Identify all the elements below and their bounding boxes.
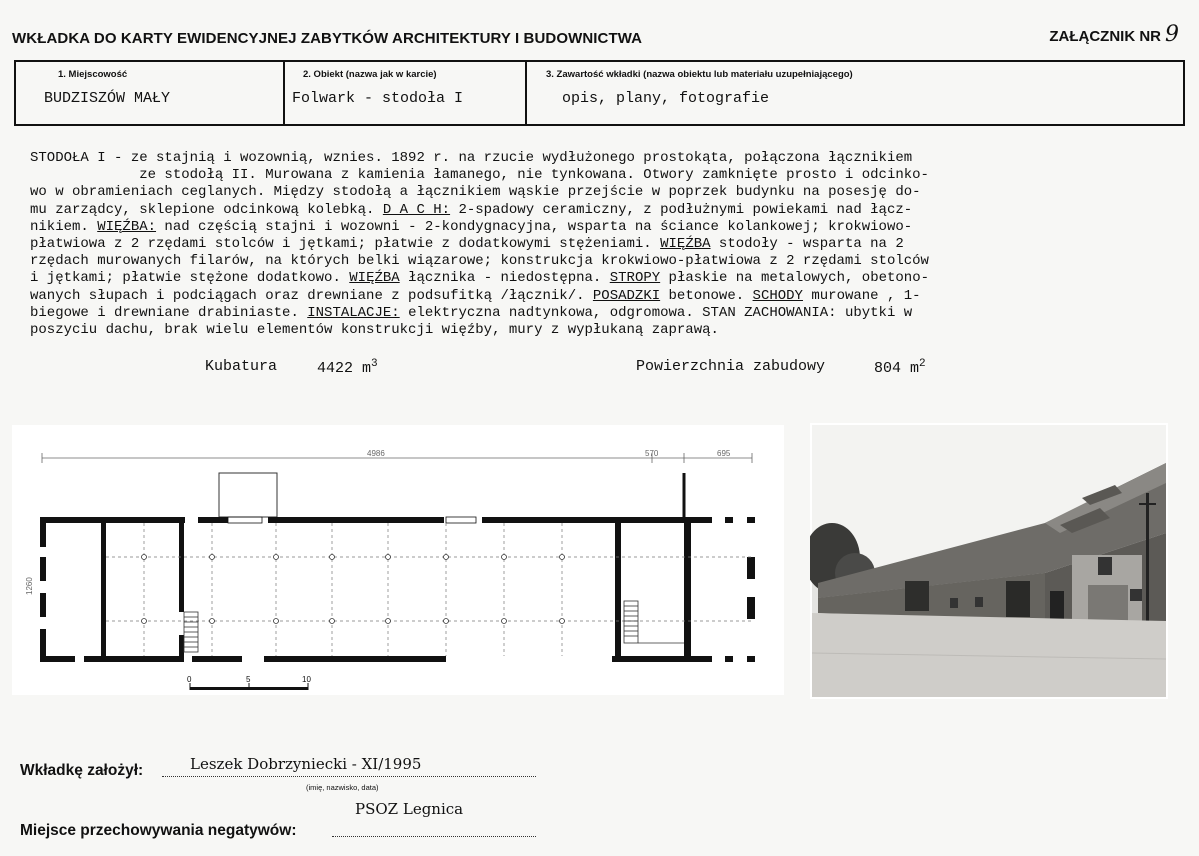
top-rule (14, 60, 1185, 62)
description-line (30, 322, 1140, 339)
description-line (30, 288, 1140, 305)
description-line (30, 253, 1140, 270)
annex-number (1049, 22, 1179, 47)
description-segment: ze stodołą II. Murowana z kamienia łamanego, nie tynkowana. Otwory zamknięte prosto i odcinko- (30, 167, 929, 184)
annex-number-value: 9 (1165, 22, 1179, 47)
description-segment: 2-spadowy ceramiczny, z podłużnymi powiekami nad łącz- (450, 201, 913, 218)
description-line (30, 270, 1140, 287)
grid-divider-1 (14, 60, 16, 126)
form-title: WKŁADKA DO KARTY EWIDENCYJNEJ ZABYTKÓW ARCHITEKTURY I BUDOWNICTWA (12, 30, 643, 47)
created-by-label: Wkładkę założył: (20, 762, 144, 779)
description-segment: poszyciu dachu, brak wielu elementów konstrukcji więźby, mury z wypłukaną zaprawą. (30, 321, 719, 338)
dim-total: 4986 (367, 449, 385, 458)
barn-photo-drawing (810, 423, 1168, 699)
field-content-value: opis, plany, fotografie (562, 90, 770, 107)
archive-value: PSOZ Legnica (355, 800, 464, 818)
volume-value (317, 358, 378, 377)
description-segment: nikiem. (30, 218, 98, 235)
description-segment: płaskie na metalowych, obetono- (660, 270, 929, 287)
area-exponent: 2 (919, 358, 926, 370)
scale-5: 5 (246, 675, 251, 684)
floor-plan (12, 425, 784, 695)
field-locality-label: 1. Miejscowość (58, 69, 128, 80)
scale-0: 0 (187, 675, 192, 684)
dim-right: 695 (717, 449, 731, 458)
description-heading: WIĘŹBA: (97, 218, 157, 235)
description-line (30, 167, 1140, 184)
description-segment: elektryczna nadtynkowa, odgromowa. STAN ZACHOWANIA: ubytki w (399, 304, 913, 321)
description-segment: rzędach murowanych filarów, na których belki wiązarowe; konstrukcja krokwiowo-płatwiowa z 2 rzędami stolców (30, 253, 929, 270)
area-value (874, 358, 926, 377)
description-heading: WIĘŹBA (349, 270, 400, 287)
description-segment: betonowe. (660, 287, 753, 304)
field-object-value: Folwark - stodoła I (292, 90, 464, 107)
grid-divider-4 (1183, 60, 1185, 126)
annex-label: ZAŁĄCZNIK NR (1049, 28, 1161, 45)
description-line (30, 150, 1140, 167)
barn-photograph (810, 423, 1168, 699)
field-object-label: 2. Obiekt (nazwa jak w karcie) (303, 69, 437, 80)
description-segment: biegowe i drewniane drabiniaste. (30, 304, 308, 321)
description-line (30, 202, 1140, 219)
description-segment: nad częścią stajni i wozowni - 2-kondygnacyjna, wsparta na ściance kolankowej; krokwiowo- (156, 218, 913, 235)
description-heading: STROPY (609, 270, 661, 287)
description-segment: płatwiowa z 2 rzędami stolców i jętkami; płatwie z dodatkowymi stężeniami. (30, 235, 661, 252)
field-locality-value: BUDZISZÓW MAŁY (44, 90, 171, 107)
description-segment: wanych słupach i podciągach oraz drewniane z podsufitką /łącznik/. (30, 287, 593, 304)
grid-divider-2 (283, 60, 285, 126)
area-label: Powierzchnia zabudowy (636, 358, 826, 375)
description-heading: INSTALACJE: (307, 304, 400, 321)
description-segment: i jętkami; płatwie stężone dodatkowo. (30, 270, 350, 287)
created-by-note: (imię, nazwisko, data) (306, 783, 379, 792)
volume-label: Kubatura (205, 358, 278, 375)
description-heading: WIĘŹBA (660, 235, 711, 252)
grid-bottom-rule (14, 124, 1185, 126)
description-segment: stodoły - wsparta na 2 (710, 235, 904, 252)
created-by-dots (162, 776, 536, 777)
field-content-label: 3. Zawartość wkładki (nazwa obiektu lub materiału uzupełniającego) (546, 69, 853, 80)
description-line (30, 219, 1140, 236)
description-segment: łącznika - niedostępna. (399, 270, 610, 287)
negatives-location-dots (332, 836, 536, 837)
description-text (30, 150, 1140, 339)
description-line (30, 305, 1140, 322)
dim-side: 1260 (25, 577, 34, 595)
description-heading: SCHODY (752, 287, 803, 304)
floor-plan-drawing (12, 425, 784, 695)
description-line (30, 184, 1140, 201)
volume-exponent: 3 (371, 358, 378, 370)
description-line (30, 236, 1140, 253)
grid-divider-3 (525, 60, 527, 126)
volume-number: 4422 m (317, 360, 372, 377)
description-segment: murowane , 1- (802, 287, 921, 304)
negatives-location-label: Miejsce przechowywania negatywów: (20, 822, 297, 839)
area-number: 804 m (874, 360, 920, 377)
description-heading: D A C H: (382, 201, 451, 218)
dim-mid: 570 (645, 449, 659, 458)
description-heading: POSADZKI (592, 287, 661, 304)
description-segment: wo w obramieniach ceglanych. Między stodołą a łącznikiem wąskie przejście w poprzek budynku na posesję do- (30, 184, 921, 201)
description-segment: STODOŁA I - ze stajnią i wozownią, wznies. 1892 r. na rzucie wydłużonego prostokąta, połączona łącznikiem (30, 150, 913, 166)
created-by-value: Leszek Dobrzyniecki - XI/1995 (190, 755, 422, 773)
scale-10: 10 (302, 675, 311, 684)
description-segment: mu zarządcy, sklepione odcinkową kolebką. (30, 201, 383, 218)
